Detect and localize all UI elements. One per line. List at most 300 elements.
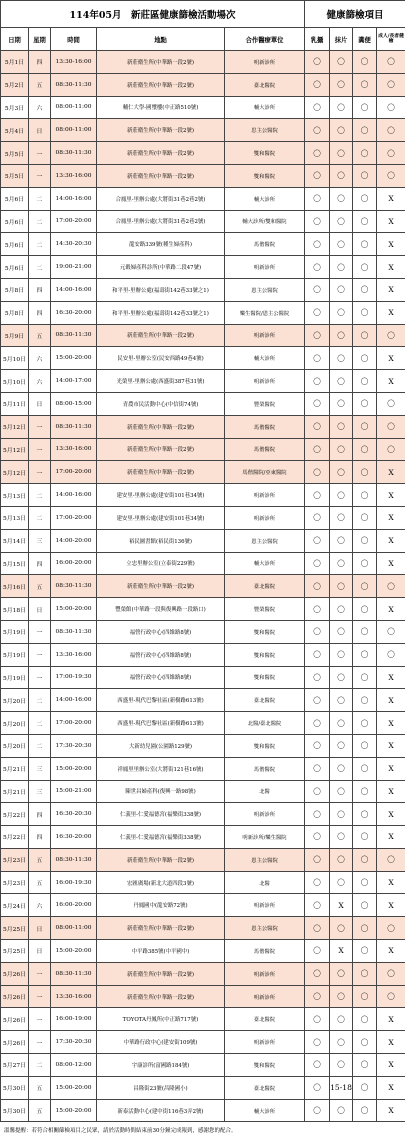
partner-cell: 北醫/臺北醫院 (225, 712, 305, 735)
location-cell: 中華路行政中心(建安街109號) (97, 1031, 225, 1054)
adult-cell: X (377, 1008, 405, 1031)
location-cell: 建安里-里辦公處(建安街101巷34號) (97, 484, 225, 507)
stool-cell: 〇 (353, 894, 377, 917)
date-cell: 5月18日 (1, 598, 29, 621)
date-cell: 5月19日 (1, 620, 29, 643)
adult-cell: 〇 (377, 164, 405, 187)
chest-cell: 〇 (330, 871, 353, 894)
adult-cell: X (377, 506, 405, 529)
weekday-cell: 五 (29, 1076, 51, 1099)
chest-cell: 〇 (330, 484, 353, 507)
pap-cell: 〇 (305, 1008, 330, 1031)
header-pap: 乳攝 (305, 28, 330, 51)
header-weekday: 星期 (29, 28, 51, 51)
table-row (1, 643, 405, 666)
time-cell: 08:30-11:30 (51, 415, 97, 438)
chest-cell: 〇 (330, 1054, 353, 1077)
stool-cell: 〇 (353, 461, 377, 484)
pap-cell: 〇 (305, 940, 330, 963)
adult-cell: X (377, 826, 405, 849)
chest-cell: 〇 (330, 803, 353, 826)
adult-cell: X (377, 871, 405, 894)
chest-cell: 〇 (330, 301, 353, 324)
adult-cell: X (377, 712, 405, 735)
location-cell: 西盛里-現代巴黎社區(新樹路613號) (97, 689, 225, 712)
time-cell: 16:30-20:00 (51, 826, 97, 849)
partner-cell: 恩主公醫院 (225, 917, 305, 940)
partner-cell: 輔大診所/雙和醫院 (225, 210, 305, 233)
weekday-cell: 一 (29, 438, 51, 461)
location-cell: 新莊衛生所(中華路一段2號) (97, 415, 225, 438)
adult-cell: X (377, 301, 405, 324)
title-row (1, 1, 405, 28)
stool-cell: 〇 (353, 347, 377, 370)
table-row (1, 301, 405, 324)
location-cell: 福營行政中心(四維路8號) (97, 643, 225, 666)
location-cell: 新莊衛生所(中華路一段2號) (97, 73, 225, 96)
time-cell: 08:30-11:30 (51, 142, 97, 165)
table-row (1, 598, 405, 621)
location-cell: 宏匯廣場(新北大道四段3號) (97, 871, 225, 894)
chest-cell: 〇 (330, 529, 353, 552)
partner-cell: 明新診所 (225, 324, 305, 347)
time-cell: 13:30-16:00 (51, 51, 97, 74)
adult-cell: 〇 (377, 917, 405, 940)
date-cell: 5月19日 (1, 666, 29, 689)
pap-cell: 〇 (305, 347, 330, 370)
stool-cell: 〇 (353, 803, 377, 826)
partner-cell: 豐榮醫院 (225, 598, 305, 621)
date-cell: 5月5日 (1, 164, 29, 187)
pap-cell: 〇 (305, 598, 330, 621)
stool-cell: 〇 (353, 598, 377, 621)
time-cell: 08:00-11:00 (51, 96, 97, 119)
location-cell: 新莊衛生所(中華路一段2號) (97, 575, 225, 598)
location-cell: 青農市民活動中心(中信街74號) (97, 392, 225, 415)
adult-cell: 〇 (377, 985, 405, 1008)
adult-cell: 〇 (377, 73, 405, 96)
weekday-cell: 二 (29, 210, 51, 233)
location-cell: 新莊衛生所(中華路一段2號) (97, 324, 225, 347)
pap-cell: 〇 (305, 985, 330, 1008)
stool-cell: 〇 (353, 575, 377, 598)
date-cell: 5月30日 (1, 1076, 29, 1099)
stool-cell: 〇 (353, 1099, 377, 1122)
stool-cell: 〇 (353, 985, 377, 1008)
location-cell: 大新幼兒園(公園路129號) (97, 734, 225, 757)
table-row (1, 370, 405, 393)
chest-cell: 〇 (330, 119, 353, 142)
stool-cell: 〇 (353, 506, 377, 529)
time-cell: 08:00-11:00 (51, 119, 97, 142)
table-row (1, 187, 405, 210)
adult-cell: 〇 (377, 415, 405, 438)
location-cell: 新莊衛生所(中華路一段2號) (97, 164, 225, 187)
table-row (1, 438, 405, 461)
stool-cell: 〇 (353, 666, 377, 689)
pap-cell: 〇 (305, 780, 330, 803)
date-cell: 5月20日 (1, 712, 29, 735)
stool-cell: 〇 (353, 187, 377, 210)
stool-cell: 〇 (353, 278, 377, 301)
chest-cell: 〇 (330, 506, 353, 529)
table-row (1, 917, 405, 940)
location-cell: 宇康診所(富國路184號) (97, 1054, 225, 1077)
stool-cell: 〇 (353, 552, 377, 575)
weekday-cell: 二 (29, 187, 51, 210)
adult-cell: 〇 (377, 962, 405, 985)
table-row (1, 233, 405, 256)
location-cell: 福營行政中心(四維路8號) (97, 620, 225, 643)
stool-cell: 〇 (353, 689, 377, 712)
location-cell: 合鳳里-里辦公處(大將街31巷2巷2號) (97, 210, 225, 233)
partner-cell: 北醫 (225, 871, 305, 894)
partner-cell: 明新診所 (225, 484, 305, 507)
table-row (1, 689, 405, 712)
adult-cell: 〇 (377, 324, 405, 347)
pap-cell: 〇 (305, 643, 330, 666)
stool-cell: 〇 (353, 256, 377, 279)
weekday-cell: 日 (29, 940, 51, 963)
weekday-cell: 四 (29, 278, 51, 301)
chest-cell: 〇 (330, 689, 353, 712)
weekday-cell: 六 (29, 370, 51, 393)
pap-cell: 〇 (305, 392, 330, 415)
table-row (1, 51, 405, 74)
location-cell: 光榮里-里辦公處(西盛街387巷31號) (97, 370, 225, 393)
time-cell: 17:00-19:30 (51, 666, 97, 689)
time-cell: 08:30-11:30 (51, 575, 97, 598)
time-cell: 08:00-15:00 (51, 392, 97, 415)
partner-cell: 恩主公醫院 (225, 529, 305, 552)
date-cell: 5月12日 (1, 438, 29, 461)
adult-cell: 〇 (377, 620, 405, 643)
stool-cell: 〇 (353, 1031, 377, 1054)
date-cell: 5月27日 (1, 1054, 29, 1077)
adult-cell: 〇 (377, 575, 405, 598)
date-cell: 5月24日 (1, 894, 29, 917)
table-row (1, 552, 405, 575)
date-cell: 5月11日 (1, 392, 29, 415)
time-cell: 08:00-12:00 (51, 1054, 97, 1077)
date-cell: 5月16日 (1, 575, 29, 598)
partner-cell: 明新診所 (225, 506, 305, 529)
date-cell: 5月23日 (1, 848, 29, 871)
chest-cell: 〇 (330, 278, 353, 301)
adult-cell: 〇 (377, 392, 405, 415)
chest-cell: 〇 (330, 917, 353, 940)
date-cell: 5月8日 (1, 278, 29, 301)
weekday-cell: 日 (29, 598, 51, 621)
adult-cell: X (377, 461, 405, 484)
weekday-cell: 一 (29, 415, 51, 438)
table-row (1, 757, 405, 780)
date-cell: 5月6日 (1, 256, 29, 279)
table-row (1, 1054, 405, 1077)
table-row (1, 620, 405, 643)
weekday-cell: 二 (29, 484, 51, 507)
table-row (1, 734, 405, 757)
partner-cell: 臺北醫院 (225, 1008, 305, 1031)
time-cell: 14:00-16:00 (51, 689, 97, 712)
time-cell: 15:00-20:00 (51, 940, 97, 963)
time-cell: 15:00-20:00 (51, 757, 97, 780)
chest-cell: 〇 (330, 734, 353, 757)
weekday-cell: 二 (29, 256, 51, 279)
location-cell: 輔仁大學-國璽樓(中正路510號) (97, 96, 225, 119)
date-cell: 5月26日 (1, 1031, 29, 1054)
weekday-cell: 四 (29, 301, 51, 324)
header-location: 地點 (97, 28, 225, 51)
date-cell: 5月25日 (1, 940, 29, 963)
chest-cell: X (330, 940, 353, 963)
pap-cell: 〇 (305, 96, 330, 119)
time-cell: 13:30-16:00 (51, 985, 97, 1008)
location-cell: 和平里-里辦公處(福壽街142巷33號之1) (97, 301, 225, 324)
partner-cell: 思主公醫院 (225, 119, 305, 142)
date-cell: 5月20日 (1, 734, 29, 757)
adult-cell: X (377, 529, 405, 552)
table-row (1, 575, 405, 598)
adult-cell: X (377, 347, 405, 370)
table-row (1, 96, 405, 119)
weekday-cell: 一 (29, 1008, 51, 1031)
time-cell: 13:30-16:00 (51, 643, 97, 666)
table-row (1, 712, 405, 735)
date-cell: 5月15日 (1, 552, 29, 575)
stool-cell: 〇 (353, 484, 377, 507)
table-row (1, 1008, 405, 1031)
header-adult: 成人/長者健檢 (377, 28, 405, 51)
chest-cell: 〇 (330, 985, 353, 1008)
chest-cell: 〇 (330, 461, 353, 484)
partner-cell: 明新診所 (225, 962, 305, 985)
adult-cell: 〇 (377, 643, 405, 666)
adult-cell: 〇 (377, 51, 405, 74)
location-cell: 民安里-里辦公室(民安西路49巷4號) (97, 347, 225, 370)
partner-cell: 恩主公醫院 (225, 848, 305, 871)
location-cell: 新莊衛生所(中華路一段2號) (97, 917, 225, 940)
stool-cell: 〇 (353, 233, 377, 256)
partner-cell: 明新診所 (225, 51, 305, 74)
weekday-cell: 一 (29, 164, 51, 187)
partner-cell: 輔大診所 (225, 1099, 305, 1122)
time-cell: 16:00-20:00 (51, 894, 97, 917)
pap-cell: 〇 (305, 803, 330, 826)
chest-cell: 〇 (330, 370, 353, 393)
partner-cell: 明新診所 (225, 1031, 305, 1054)
adult-cell: X (377, 370, 405, 393)
pap-cell: 〇 (305, 438, 330, 461)
time-cell: 08:30-11:30 (51, 324, 97, 347)
adult-cell: X (377, 1076, 405, 1099)
adult-cell: X (377, 1031, 405, 1054)
table-row (1, 780, 405, 803)
time-cell: 17:30-20:30 (51, 734, 97, 757)
pap-cell: 〇 (305, 575, 330, 598)
table-row (1, 415, 405, 438)
table-row (1, 347, 405, 370)
adult-cell: X (377, 780, 405, 803)
weekday-cell: 五 (29, 848, 51, 871)
date-cell: 5月30日 (1, 1099, 29, 1122)
stool-cell: 〇 (353, 917, 377, 940)
time-cell: 15:00-20:00 (51, 347, 97, 370)
pap-cell: 〇 (305, 210, 330, 233)
table-row (1, 666, 405, 689)
date-cell: 5月10日 (1, 370, 29, 393)
weekday-cell: 一 (29, 666, 51, 689)
date-cell: 5月6日 (1, 233, 29, 256)
pap-cell: 〇 (305, 894, 330, 917)
weekday-cell: 二 (29, 1054, 51, 1077)
pap-cell: 〇 (305, 370, 330, 393)
time-cell: 14:00-17:00 (51, 370, 97, 393)
location-cell: 仁義里-仁愛福德宮(福樂街338號) (97, 803, 225, 826)
weekday-cell: 四 (29, 51, 51, 74)
location-cell: 建安里-里辦公處(建安街101巷34號) (97, 506, 225, 529)
partner-cell: 馬偕醫院 (225, 438, 305, 461)
partner-cell: 輔大診所 (225, 187, 305, 210)
adult-cell: X (377, 256, 405, 279)
location-cell: 元穀婦產科診所(中華路二段47號) (97, 256, 225, 279)
chest-cell: 〇 (330, 712, 353, 735)
date-cell: 5月8日 (1, 301, 29, 324)
pap-cell: 〇 (305, 278, 330, 301)
table-row (1, 461, 405, 484)
date-cell: 5月22日 (1, 826, 29, 849)
date-cell: 5月13日 (1, 506, 29, 529)
pap-cell: 〇 (305, 1031, 330, 1054)
date-cell: 5月20日 (1, 689, 29, 712)
weekday-cell: 四 (29, 803, 51, 826)
time-cell: 13:30-16:00 (51, 164, 97, 187)
table-row (1, 1031, 405, 1054)
partner-cell: 明新診所 (225, 256, 305, 279)
pap-cell: 〇 (305, 552, 330, 575)
adult-cell: X (377, 484, 405, 507)
weekday-cell: 五 (29, 575, 51, 598)
stool-cell: 〇 (353, 529, 377, 552)
weekday-cell: 二 (29, 233, 51, 256)
partner-cell: 雙和醫院 (225, 620, 305, 643)
time-cell: 13:30-16:00 (51, 438, 97, 461)
table-row (1, 940, 405, 963)
location-cell: 新莊衛生所(中華路一段2號) (97, 142, 225, 165)
partner-cell: 明新診所 (225, 985, 305, 1008)
partner-cell: 馬偕醫院 (225, 233, 305, 256)
table-row (1, 278, 405, 301)
stool-cell: 〇 (353, 324, 377, 347)
time-cell: 16:00-20:00 (51, 552, 97, 575)
table-row (1, 529, 405, 552)
adult-cell: X (377, 757, 405, 780)
chest-cell: 〇 (330, 51, 353, 74)
chest-cell: 〇 (330, 962, 353, 985)
time-cell: 14:00-16:00 (51, 187, 97, 210)
pap-cell: 〇 (305, 962, 330, 985)
adult-cell: 〇 (377, 119, 405, 142)
weekday-cell: 一 (29, 643, 51, 666)
pap-cell: 〇 (305, 415, 330, 438)
date-cell: 5月9日 (1, 324, 29, 347)
partner-cell: 馬偕醫院 (225, 757, 305, 780)
pap-cell: 〇 (305, 233, 330, 256)
time-cell: 16:00-19:30 (51, 871, 97, 894)
pap-cell: 〇 (305, 712, 330, 735)
header-stool: 糞便 (353, 28, 377, 51)
table-row (1, 826, 405, 849)
stool-cell: 〇 (353, 940, 377, 963)
chest-cell: 〇 (330, 1008, 353, 1031)
partner-cell: 雙和醫院 (225, 666, 305, 689)
location-cell: 新莊衛生所(中華路一段2號) (97, 962, 225, 985)
date-cell: 5月12日 (1, 461, 29, 484)
table-row (1, 210, 405, 233)
weekday-cell: 二 (29, 734, 51, 757)
weekday-cell: 一 (29, 962, 51, 985)
date-cell: 5月22日 (1, 803, 29, 826)
stool-cell: 〇 (353, 1054, 377, 1077)
stool-cell: 〇 (353, 1076, 377, 1099)
table-row (1, 324, 405, 347)
table-row (1, 985, 405, 1008)
adult-cell: X (377, 598, 405, 621)
partner-cell: 北醫 (225, 780, 305, 803)
chest-cell: 〇 (330, 826, 353, 849)
adult-cell: 〇 (377, 96, 405, 119)
location-cell: 新泰活動中心(建中街116巷3弄2號) (97, 1099, 225, 1122)
stool-cell: 〇 (353, 734, 377, 757)
chest-cell: 〇 (330, 666, 353, 689)
pap-cell: 〇 (305, 689, 330, 712)
weekday-cell: 五 (29, 73, 51, 96)
stool-cell: 〇 (353, 415, 377, 438)
chest-cell: 〇 (330, 96, 353, 119)
date-cell: 5月19日 (1, 643, 29, 666)
partner-cell: 明新診所 (225, 803, 305, 826)
time-cell: 14:00-20:00 (51, 529, 97, 552)
weekday-cell: 日 (29, 392, 51, 415)
adult-cell: X (377, 210, 405, 233)
chest-cell: 〇 (330, 256, 353, 279)
time-cell: 19:00-21:00 (51, 256, 97, 279)
pap-cell: 〇 (305, 529, 330, 552)
partner-cell: 雙和醫院 (225, 1054, 305, 1077)
weekday-cell: 五 (29, 871, 51, 894)
location-cell: 丹鳳國中(龍安路72號) (97, 894, 225, 917)
time-cell: 15:00-20:00 (51, 1076, 97, 1099)
time-cell: 08:30-11:30 (51, 620, 97, 643)
weekday-cell: 三 (29, 529, 51, 552)
adult-cell: X (377, 689, 405, 712)
weekday-cell: 一 (29, 142, 51, 165)
stool-cell: 〇 (353, 164, 377, 187)
pap-cell: 〇 (305, 73, 330, 96)
partner-cell: 輔大診所 (225, 347, 305, 370)
date-cell: 5月6日 (1, 187, 29, 210)
date-cell: 5月21日 (1, 780, 29, 803)
date-cell: 5月13日 (1, 484, 29, 507)
chest-cell: 〇 (330, 142, 353, 165)
table-row (1, 871, 405, 894)
partner-cell: 臺北醫院 (225, 575, 305, 598)
stool-cell: 〇 (353, 780, 377, 803)
date-cell: 5月14日 (1, 529, 29, 552)
time-cell: 17:00-20:00 (51, 506, 97, 529)
adult-cell: X (377, 552, 405, 575)
chest-cell: 〇 (330, 324, 353, 347)
